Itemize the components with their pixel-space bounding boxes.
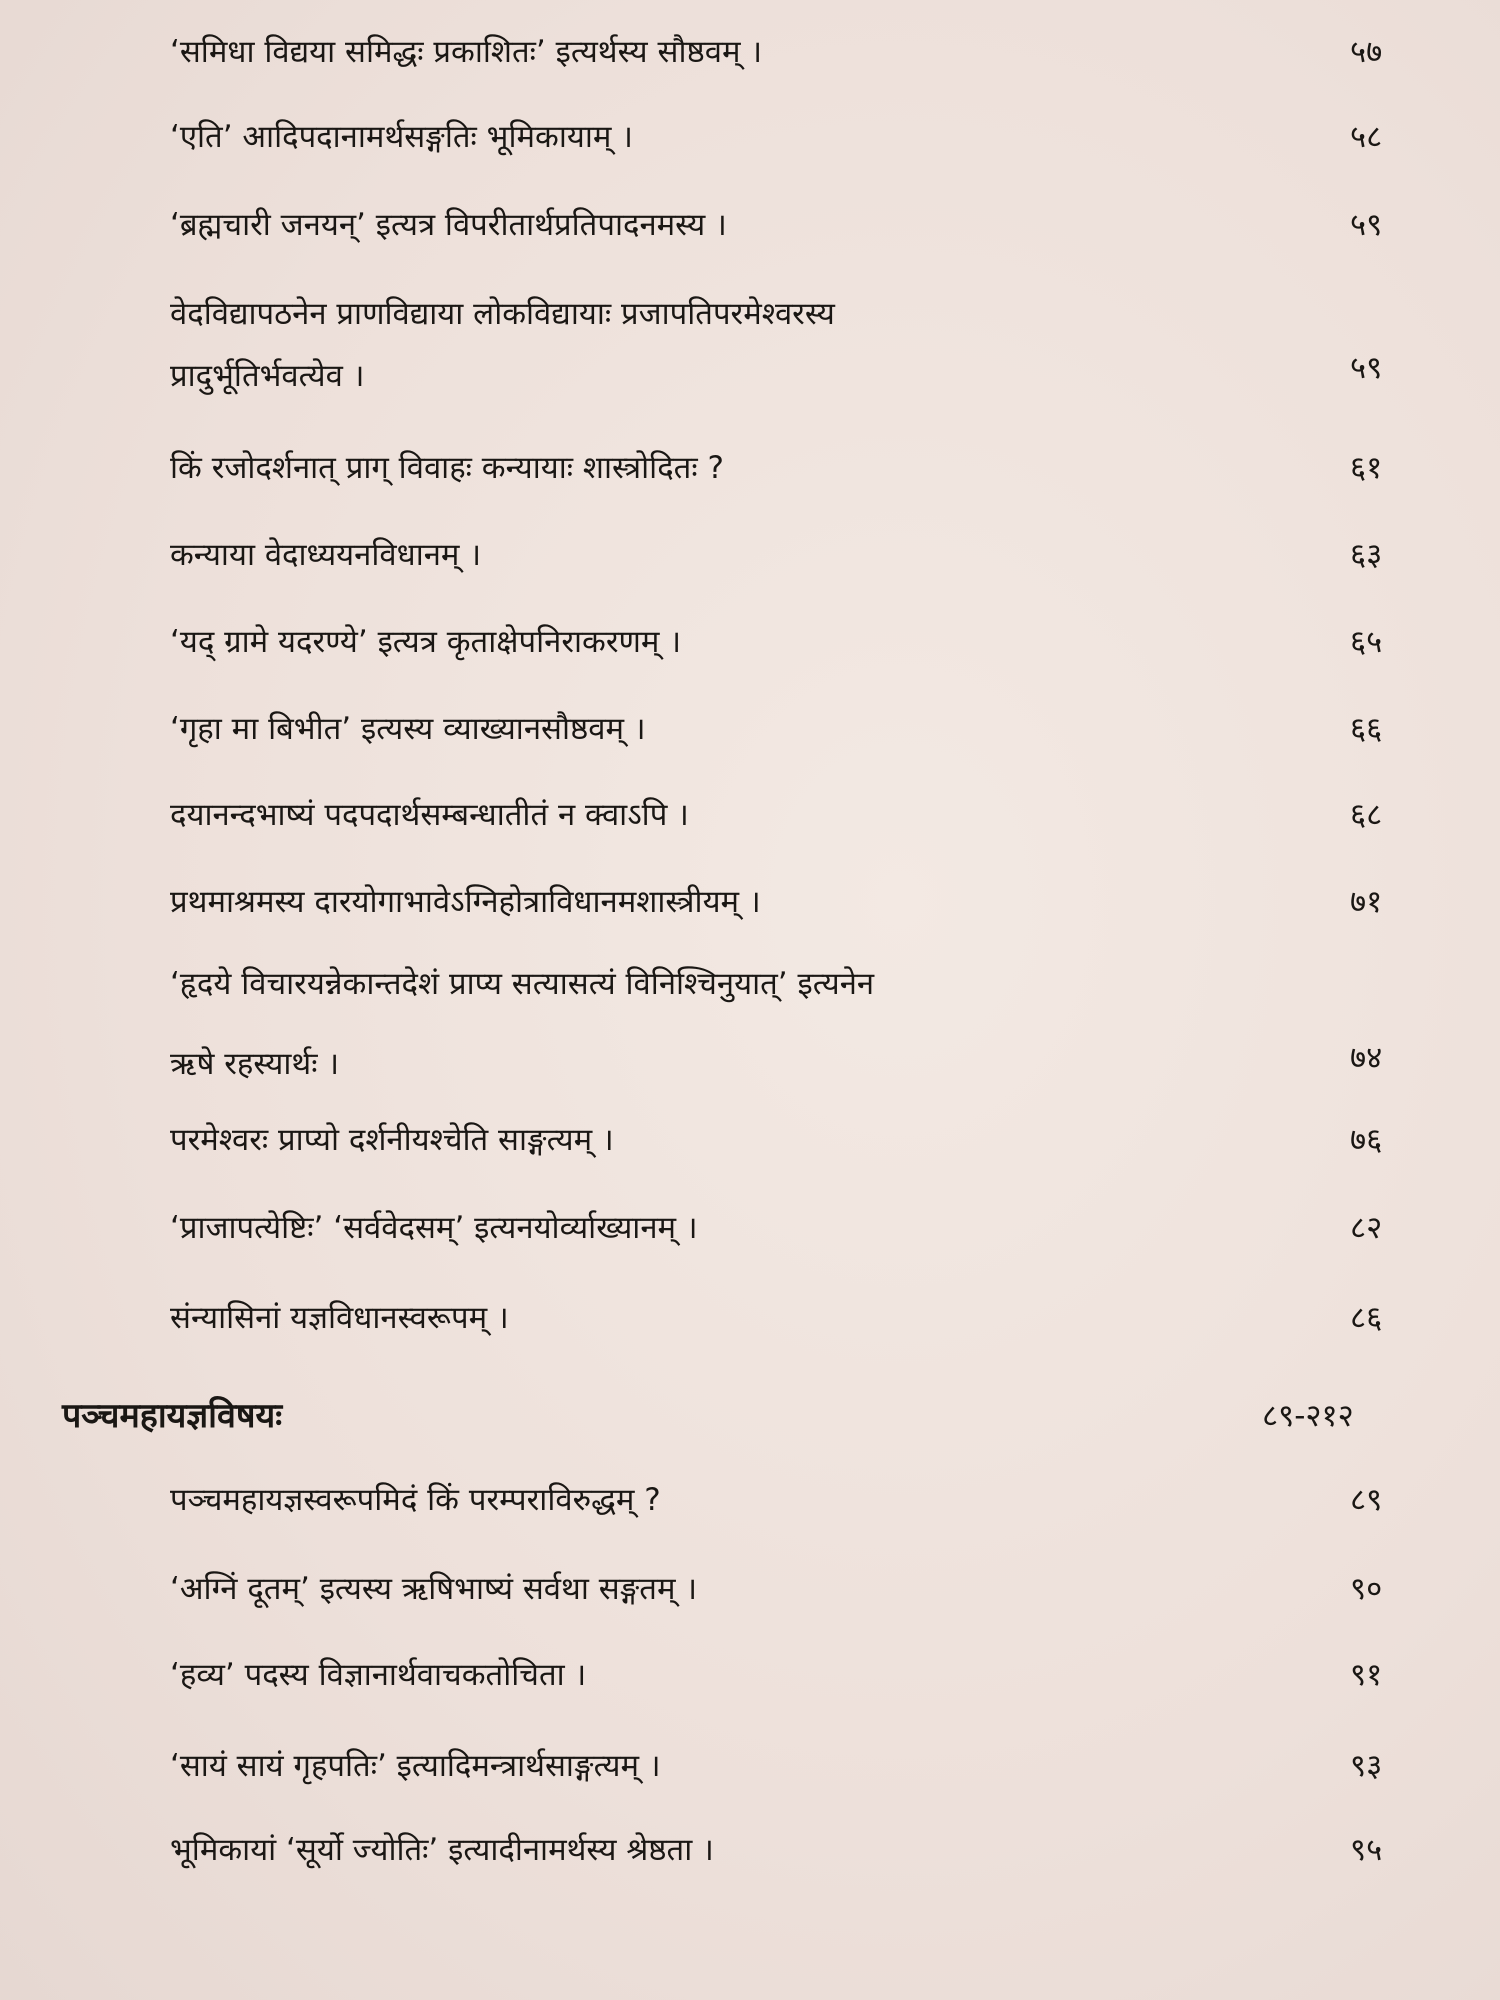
entry-title: कन्याया वेदाध्ययनविधानम् । bbox=[170, 537, 482, 573]
entry-page-number: ६१ bbox=[1350, 450, 1383, 486]
entry-title-line-1: वेदविद्यापठनेन प्राणविद्याया लोकविद्यायाः प्रजापतिपरमेश्वरस्य bbox=[170, 296, 835, 332]
entry-title: ‘ब्रह्मचारी जनयन्’ इत्यत्र विपरीतार्थप्रतिपादनमस्य । bbox=[170, 207, 727, 243]
entry-title: ‘सायं सायं गृहपतिः’ इत्यादिमन्त्रार्थसाङ्गत्यम् । bbox=[170, 1748, 661, 1784]
entry-page-number: ५९ bbox=[1350, 207, 1383, 243]
entry-title: संन्यासिनां यज्ञविधानस्वरूपम् । bbox=[170, 1300, 509, 1336]
entry-title: पञ्चमहायज्ञस्वरूपमिदं किं परम्पराविरुद्धम् ? bbox=[170, 1482, 661, 1518]
entry-page-number: ५९ bbox=[1350, 350, 1383, 386]
entry-page-number: ९३ bbox=[1350, 1748, 1383, 1784]
entry-page-number: ८६ bbox=[1350, 1300, 1383, 1336]
entry-page-number: ६५ bbox=[1350, 624, 1383, 660]
entry-page-number: ८२ bbox=[1350, 1210, 1383, 1246]
entry-page-number: ६३ bbox=[1350, 537, 1383, 573]
entry-title: दयानन्दभाष्यं पदपदार्थसम्बन्धातीतं न क्वाऽपि । bbox=[170, 797, 689, 833]
entry-page-number: ९० bbox=[1350, 1571, 1383, 1607]
entry-title-line-1: ‘हृदये विचारयन्नेकान्तदेशं प्राप्य सत्यासत्यं विनिश्चिनुयात्’ इत्यनेन bbox=[170, 966, 875, 1002]
entry-title: ‘एति’ आदिपदानामर्थसङ्गतिः भूमिकायाम् । bbox=[170, 119, 633, 155]
entry-title: ‘गृहा मा बिभीत’ इत्यस्य व्याख्यानसौष्ठवम् । bbox=[170, 711, 646, 747]
entry-page-number: ५८ bbox=[1350, 119, 1383, 155]
section-page-range: ८९-२१२ bbox=[1262, 1398, 1354, 1434]
entry-title-line-2: प्रादुर्भूतिर्भवत्येव । bbox=[170, 358, 365, 394]
entry-page-number: ७६ bbox=[1350, 1122, 1383, 1158]
section-title: पञ्चमहायज्ञविषयः bbox=[62, 1396, 283, 1436]
entry-title: प्रथमाश्रमस्य दारयोगाभावेऽग्निहोत्राविधानमशास्त्रीयम् । bbox=[170, 884, 761, 920]
entry-title: किं रजोदर्शनात् प्राग् विवाहः कन्यायाः शास्त्रोदितः ? bbox=[170, 450, 724, 486]
entry-title: ‘हव्य’ पदस्य विज्ञानार्थवाचकतोचिता । bbox=[170, 1657, 587, 1693]
entry-page-number: ६८ bbox=[1350, 797, 1383, 833]
entry-title: ‘प्राजापत्येष्टिः’ ‘सर्ववेदसम्’ इत्यनयोर्व्याख्यानम् । bbox=[170, 1210, 698, 1246]
entry-title: ‘यद् ग्रामे यदरण्ये’ इत्यत्र कृताक्षेपनिराकरणम् । bbox=[170, 624, 682, 660]
entry-page-number: ७१ bbox=[1350, 884, 1383, 920]
entry-title: ‘समिधा विद्यया समिद्धः प्रकाशितः’ इत्यर्थस्य सौष्ठवम् । bbox=[170, 34, 763, 70]
entry-page-number: ७४ bbox=[1350, 1040, 1383, 1076]
entry-page-number: ९१ bbox=[1350, 1657, 1383, 1693]
entry-title: परमेश्वरः प्राप्यो दर्शनीयश्चेति साङ्गत्यम् । bbox=[170, 1122, 614, 1158]
entry-page-number: ९५ bbox=[1350, 1832, 1383, 1868]
entry-title-line-2: ऋषे रहस्यार्थः । bbox=[170, 1046, 340, 1082]
entry-page-number: ५७ bbox=[1350, 34, 1383, 70]
entry-title: ‘अग्निं दूतम्’ इत्यस्य ऋषिभाष्यं सर्वथा सङ्गतम् । bbox=[170, 1571, 698, 1607]
entry-page-number: ८९ bbox=[1350, 1482, 1383, 1518]
entry-title: भूमिकायां ‘सूर्यो ज्योतिः’ इत्यादीनामर्थस्य श्रेष्ठता । bbox=[170, 1832, 714, 1868]
entry-page-number: ६६ bbox=[1350, 711, 1383, 747]
